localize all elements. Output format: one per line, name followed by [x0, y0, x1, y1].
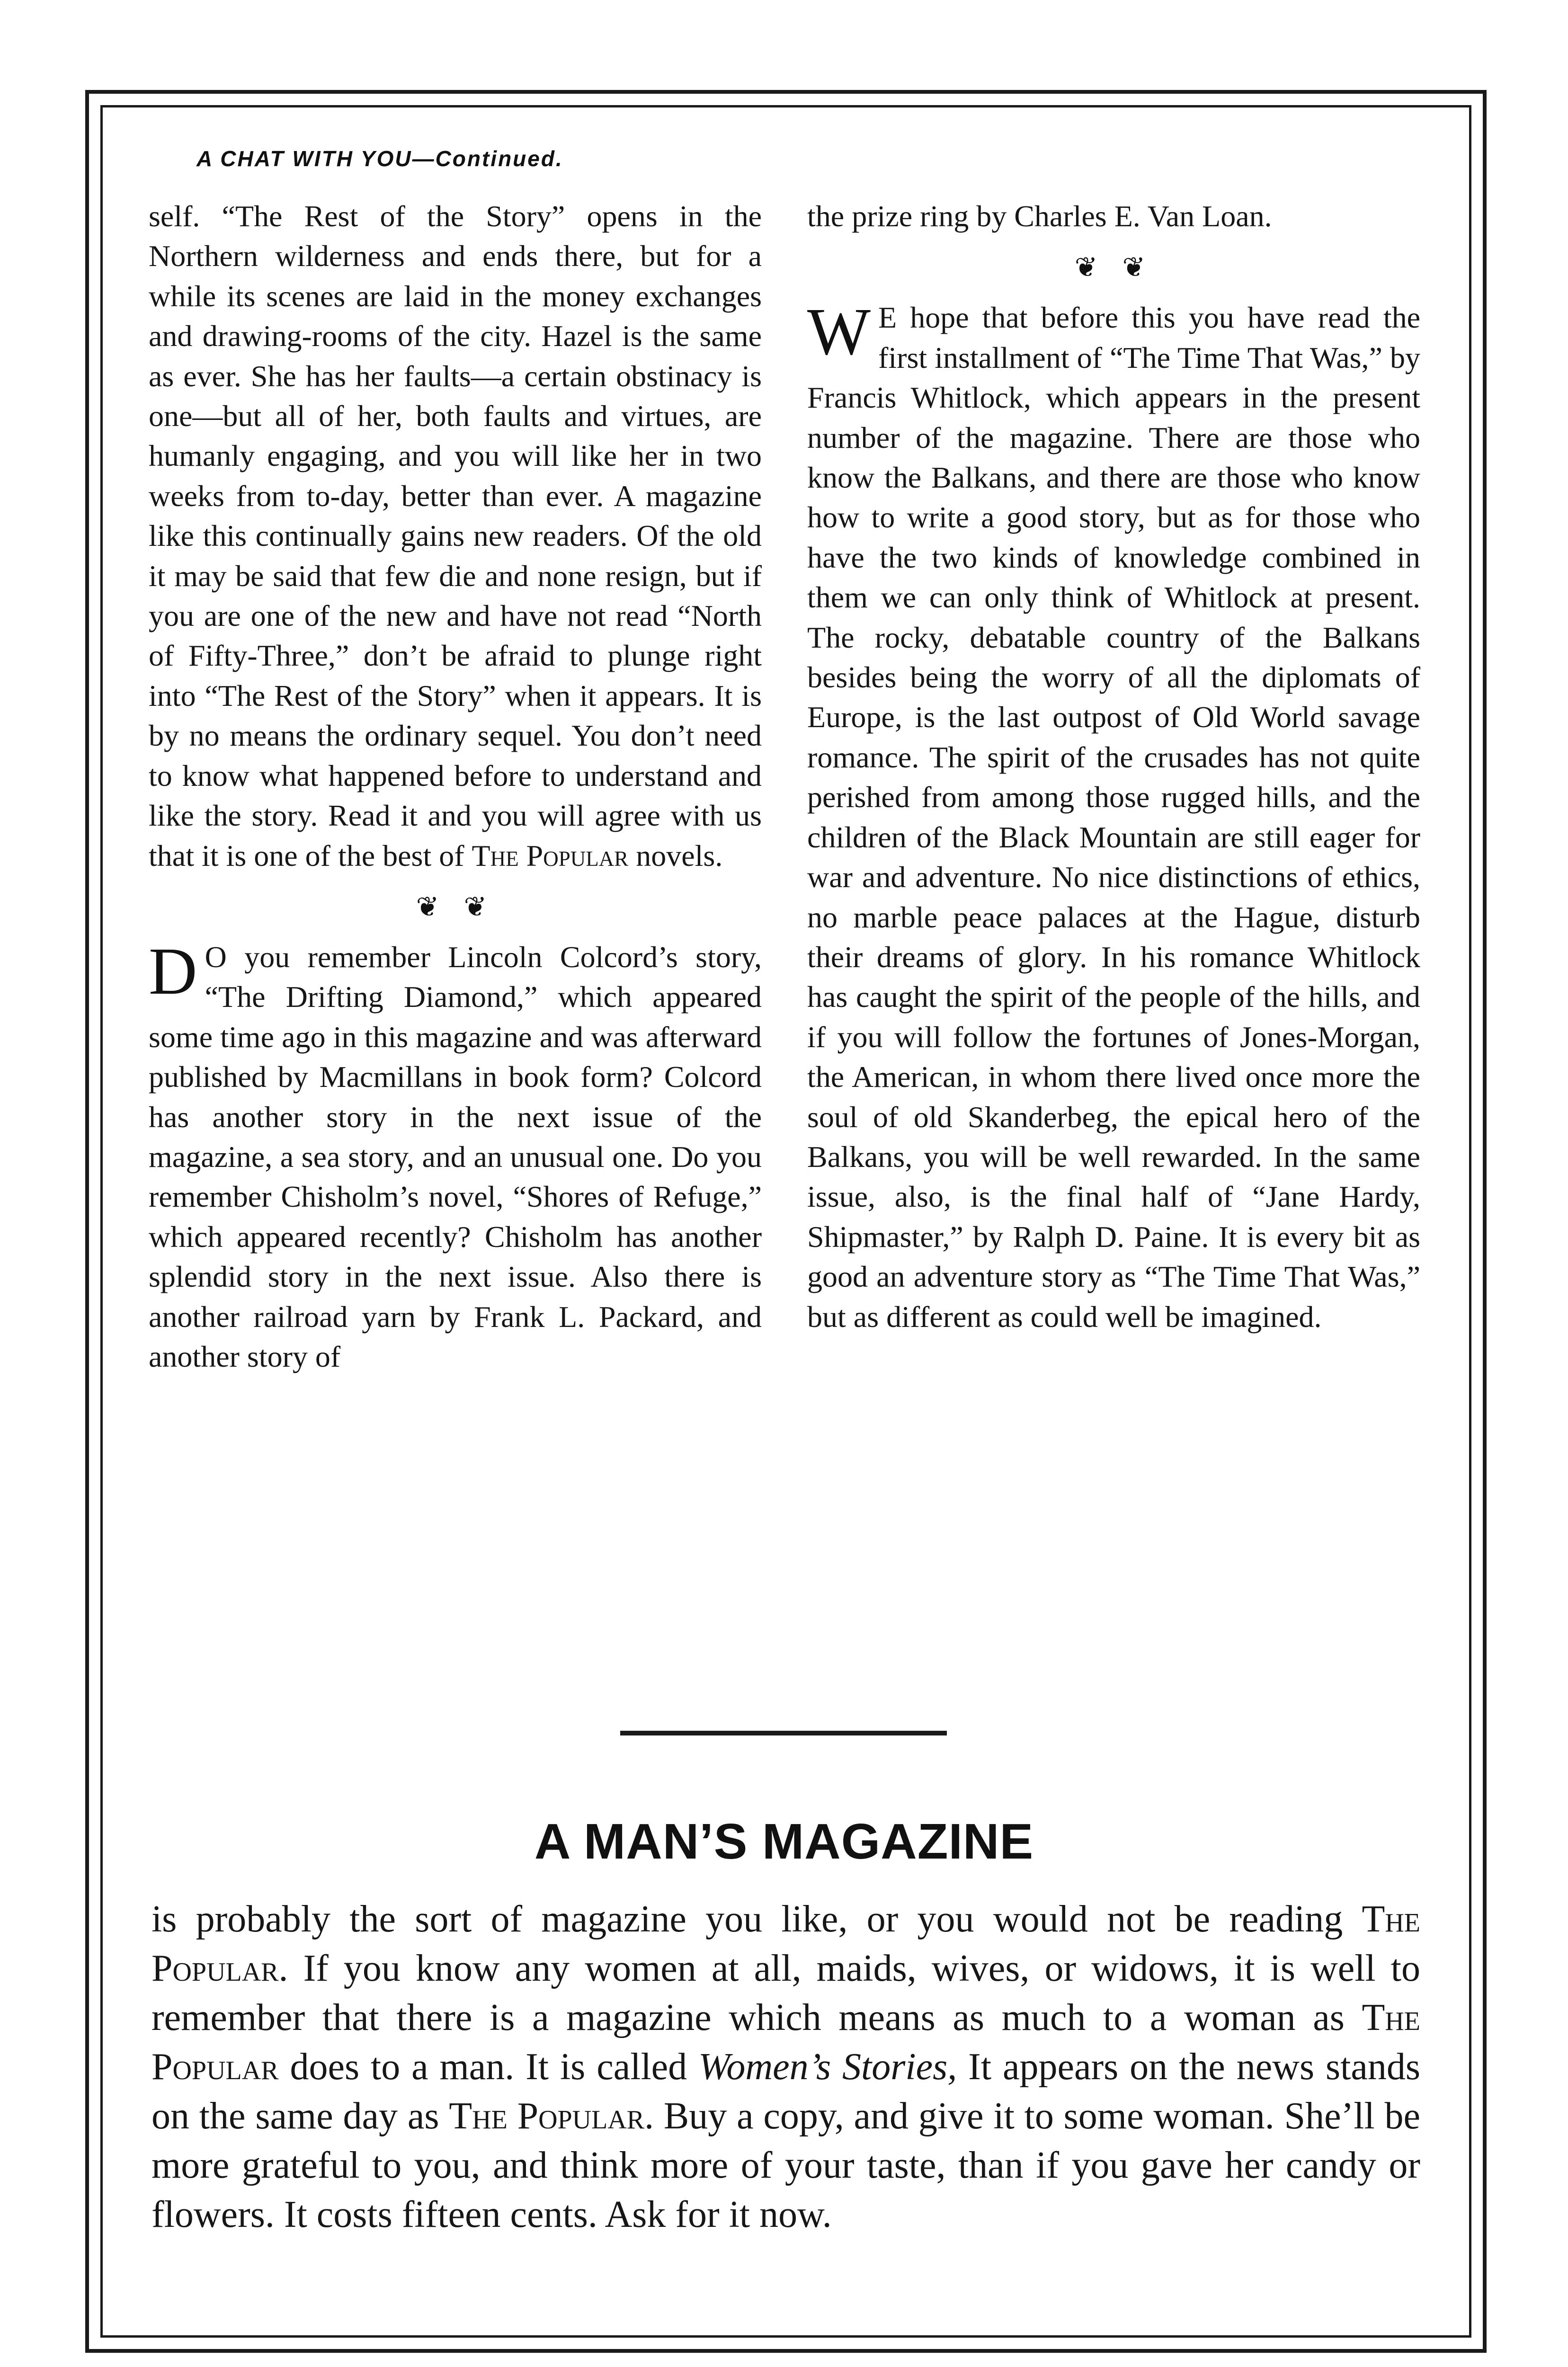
- right-column: [807, 196, 1420, 1337]
- section-divider: [620, 1731, 947, 1735]
- ad-text: . If you know any women at all, maids, wives, or widows, it is well to remember that there is a magazine which means as much to a woman as: [151, 1948, 1420, 2038]
- running-head: A CHAT WITH YOU—Continued.: [196, 146, 563, 171]
- left-paragraph-1-end: novels.: [636, 838, 723, 872]
- left-paragraph-2-text: you remember Lincoln Colcord’s story, “The Drifting Diamond,” which appeared some time ago in this magazine and was afterward published by Macmillans in book form? Colcord has another story in the next issue of the magazine, a sea story, and an unusual one. Do you remember Chisholm’s novel, “Shores of Refuge,” which appeared recently? Chisholm has another splendid story in the next issue. Also there is another railroad yarn by Frank L. Packard, and another story of: [149, 940, 762, 1373]
- ad-text: does to a man. It is called: [290, 2046, 687, 2088]
- right-paragraph-1: the prize ring by Charles E. Van Loan.: [807, 199, 1272, 233]
- advertisement-body: [151, 1895, 1420, 2239]
- left-column: [149, 196, 762, 1377]
- womens-stories-title: Women’s Stories,: [698, 2046, 957, 2088]
- advertisement-heading: A MAN’S MAGAZINE: [534, 1814, 1034, 1869]
- drop-cap: D: [149, 933, 197, 1008]
- right-paragraph-2: [807, 294, 1421, 1337]
- left-paragraph-2: [149, 933, 762, 1377]
- section-ornament: ❦ ❦: [1074, 251, 1153, 284]
- left-paragraph-1-text: self. “The Rest of the Story” opens in the Northern wilderness and ends there, but for a while its scenes are laid in the money exchanges and drawing-rooms of the city. Hazel is the same as ever. She has her faults—a certain obstinacy is one—but all of her, both faults and virtues, are humanly engaging, and you will like her in two weeks from to-day, better than ever. A magazine like this continually gains new readers. Of the old it may be said that few die and none resign, but if you are one of the new and have not read “North of Fifty-Three,” don’t be afraid to plunge right into “The Rest of the Story” when it appears. It is by no means the ordinary sequel. You don’t need to know what happened before to understand and like the story. Read it and you will agree with us that it is one of the best of: [149, 199, 762, 872]
- magazine-name: The Popular: [151, 1997, 1421, 2088]
- drop-cap-continuation: E: [878, 301, 897, 335]
- magazine-name: The Popular: [151, 1898, 1421, 1989]
- section-ornament: ❦ ❦: [416, 890, 495, 923]
- ad-text: is probably the sort of magazine you like, or you would not be reading: [151, 1898, 1343, 1940]
- magazine-name: The Popular: [449, 2095, 645, 2137]
- drop-cap-continuation: O: [205, 940, 227, 974]
- left-paragraph-1: [149, 196, 762, 876]
- ad-text: It appears on the news stands on the same day as: [151, 2046, 1421, 2137]
- ad-text: . Buy a copy, and give it to some woman. She’ll be more grateful to you, and think more of your taste, than if you gave her candy or flowers. It costs fifteen cents. Ask for it now.: [151, 2095, 1421, 2235]
- drop-cap: W: [807, 294, 871, 369]
- right-paragraph-2-text: hope that before this you have read the first installment of “The Time That Was,” by Francis Whitlock, which appears in the present number of the magazine. There are those who know the Balkans, and there are those who know how to write a good story, but as for those who have the two kinds of knowledge combined in them we can only think of Whitlock at present. The rocky, debatable country of the Balkans besides being the worry of all the diplomats of Europe, is the last outpost of Old World savage romance. The spirit of the crusades has not quite perished from among those rugged hills, and the children of the Black Mountain are still eager for war and adventure. No nice distinctions of ethics, no marble peace palaces at the Hague, disturb their dreams of glory. In his romance Whitlock has caught the spirit of the people of the hills, and if you will follow the fortunes of Jones-Morgan, the American, in whom there lived once more the soul of old Skanderbeg, the epical hero of the Balkans, you will be well rewarded. In the same issue, also, is the final half of “Jane Hardy, Shipmaster,” by Ralph D. Paine. It is every bit as good an adventure story as “The Time That Was,” but as different as could well be imagined.: [807, 301, 1421, 1334]
- magazine-name: The Popular: [472, 838, 629, 872]
